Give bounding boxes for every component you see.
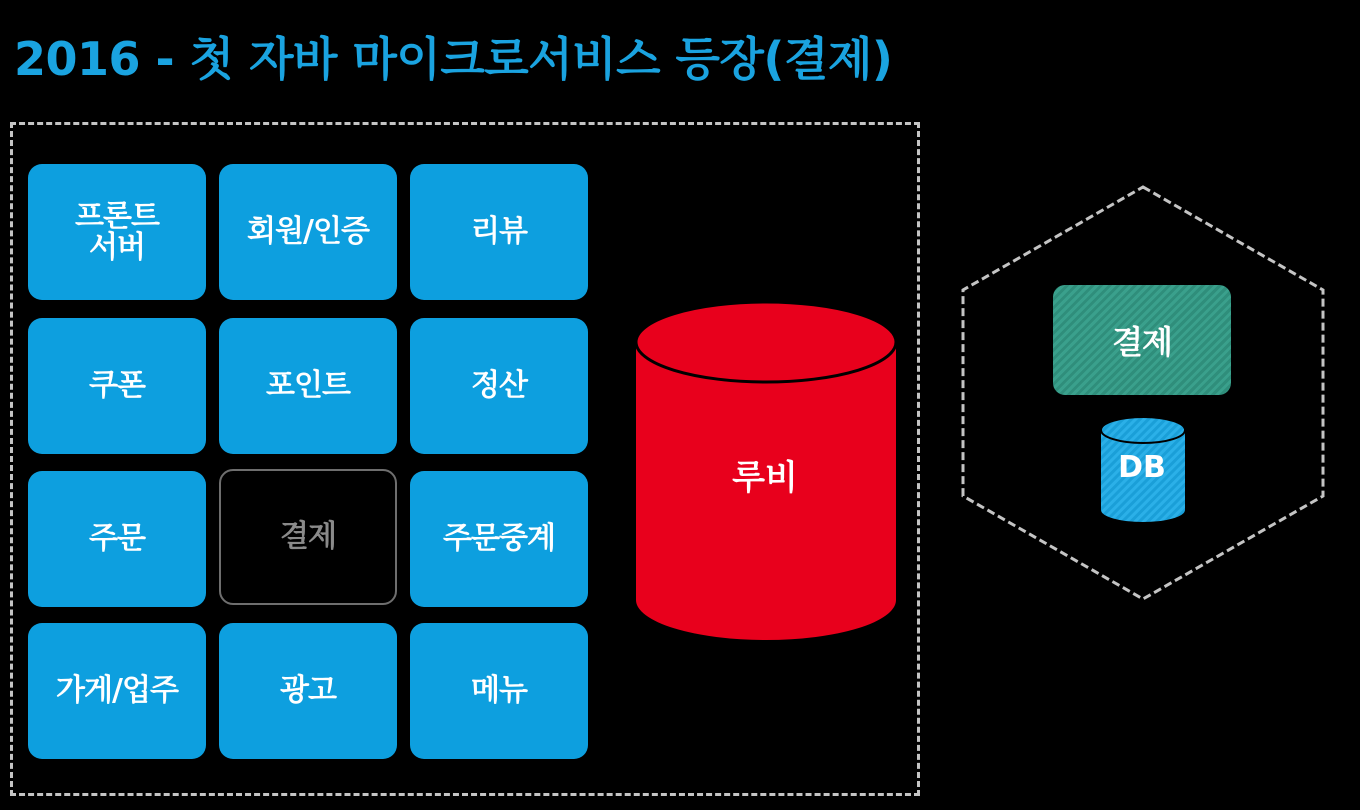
payment-db-label: DB xyxy=(1118,450,1166,485)
tile-label: 주문 xyxy=(89,521,145,557)
tile-label: 주문중계 xyxy=(443,521,555,557)
tile-label: 회원/인증 xyxy=(247,214,369,250)
tile-label: 결제 xyxy=(280,519,336,555)
ruby-database-label: 루비 xyxy=(732,458,798,498)
tile-label: 광고 xyxy=(280,673,336,709)
tile-label: 메뉴 xyxy=(471,673,527,709)
payment-service-box xyxy=(1053,285,1231,395)
tile-label: 리뷰 xyxy=(471,214,527,250)
tile-label: 프론트 서버 xyxy=(75,198,159,265)
tile-label: 가게/업주 xyxy=(56,673,178,709)
tile-label: 포인트 xyxy=(266,368,350,404)
slide-title: 2016 - 첫 자바 마이크로서비스 등장(결제) xyxy=(14,32,893,86)
tile-label: 쿠폰 xyxy=(89,368,145,404)
tile-label: 정산 xyxy=(471,368,527,404)
payment-service-label: 결제 xyxy=(1112,323,1172,361)
